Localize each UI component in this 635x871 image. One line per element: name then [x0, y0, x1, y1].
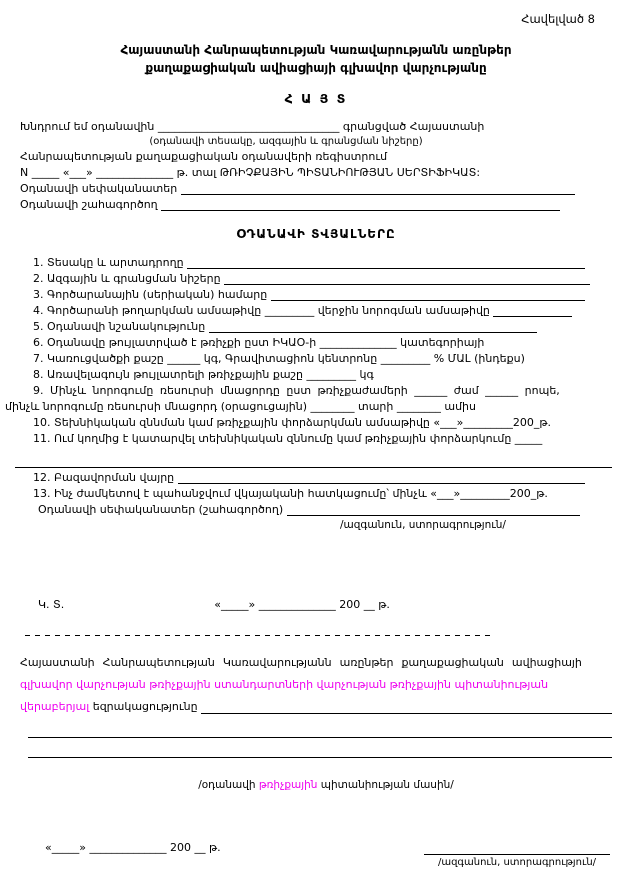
item-6 — [20, 335, 612, 351]
item-10 — [20, 415, 612, 431]
item-12 — [20, 470, 612, 486]
conclusion-line3 — [20, 696, 612, 718]
item-4-blank-line — [493, 303, 572, 317]
item-12-blank-line — [178, 470, 585, 484]
item-11 — [20, 431, 612, 447]
conclusion-blank-line-2 — [28, 738, 612, 758]
request-suffix: գրանցված Հայաստանի — [339, 120, 485, 133]
item-5-label: 5. Օդանավի նշանակությունը — [33, 320, 209, 333]
footer-signature-note: /ազգանուն, ստորագրություն/ — [437, 857, 597, 868]
conclusion-caption — [20, 763, 612, 808]
form-title: Հ Ա Յ Տ — [284, 91, 348, 106]
item-9-line2 — [5, 399, 612, 415]
item-8 — [20, 367, 612, 383]
caption-magenta: թռիչքային — [258, 779, 318, 791]
owner-line — [20, 181, 612, 197]
conclusion-line2: գլխավոր վարչության թռիչքային ստանդարտների վարչության թռիչքային պիտանիության — [20, 678, 549, 691]
item-5 — [20, 319, 612, 335]
conclusion-line3-magenta: վերաբերյալ — [20, 700, 90, 713]
aircraft-type-note: (օդանավի տեսակը, ազգային և գրանցման նիշերը) — [149, 136, 423, 147]
operator-label: Օդանավի շահագործող — [20, 198, 162, 211]
item-5-blank-line — [209, 319, 537, 333]
registry-text: Հանրապետության քաղաքացիական օդանավերի ռեգիստրում — [20, 150, 388, 163]
item-7 — [20, 351, 612, 367]
conclusion-blank-line-0 — [201, 696, 612, 714]
item-9-continuation: մինչև նորոգումը ռեսուրսի մնացորդ (օրացուցային) ________ տարի ________ ամիս — [5, 400, 476, 413]
owner-operator-blank-line — [287, 502, 580, 516]
request-line — [20, 119, 612, 135]
seal-date-line: «_____» ______________ 200 __ թ. — [214, 598, 390, 611]
caption-post: պիտանիության մասին/ — [317, 779, 454, 791]
item-1-blank-line — [187, 255, 585, 269]
signature-note-mid: /ազգանուն, ստորագրություն/ — [340, 519, 506, 531]
item-13-label: 13. Ինչ ժամկետով է պահանջվում վկայականի հատկացումը՝ մինչև «___»_________200_թ. — [33, 487, 548, 500]
owner-blank-line — [181, 181, 575, 195]
blank-underline — [15, 454, 612, 468]
owner-operator-signature-line — [20, 502, 612, 518]
request-blank: _________________________________ — [157, 120, 340, 133]
request-prefix: Խնդրում եմ օդանավին — [20, 120, 158, 133]
item-1-label: 1. Տեսակը և արտադրողը — [33, 256, 188, 269]
item-2-blank-line — [224, 271, 590, 285]
item-3-blank-line — [271, 287, 585, 301]
item-4-label: 4. Գործարանի թողարկման ամսաթիվը _________ վերջին նորոգման ամսաթիվը — [33, 304, 494, 317]
item-6-label: 6. Օդանավը թույլատրված է թռիչքի ըստ ԻԿԱՕ-ի ______________ կատեգորիայի — [33, 336, 485, 349]
footer-signature-blank-line — [424, 840, 610, 855]
registry-line — [20, 149, 612, 165]
item-2 — [20, 271, 612, 287]
appendix-label: Հավելված 8 — [521, 12, 595, 26]
operator-line — [20, 197, 612, 213]
item-3-label: 3. Գործարանային (սերիական) համարը — [33, 288, 271, 301]
operator-blank-line — [161, 197, 560, 211]
conclusion-line1: Հայաստանի Հանրապետության Կառավարությանն առընթեր քաղաքացիական ավիացիայի — [20, 656, 582, 669]
item-3 — [20, 287, 612, 303]
item-2-label: 2. Ազգային և գրանցման նիշերը — [33, 272, 225, 285]
item-4 — [20, 303, 612, 319]
owner-label: Օդանավի սեփականատեր — [20, 182, 181, 195]
dashed-separator — [25, 634, 493, 636]
item-8-label: 8. Առավելագույն թույլատրելի թռիչքային քաշը _________ կգ — [33, 368, 374, 381]
conclusion-blank-line-1 — [28, 718, 612, 738]
item-9-label: 9. Մինչև նորոգումը ռեսուրսի մնացորդը ըստ թռիչքաժամերի ______ ժամ ______ րոպե, — [33, 384, 560, 397]
footer-signature-block — [424, 840, 610, 871]
item-11-label: 11. Ում կողմից է կատարվել տեխնիկական զննումը կամ թռիչքային փորձարկումը _____ — [33, 432, 543, 445]
seal-place-label: Կ. Տ. — [38, 598, 65, 611]
item-1 — [20, 255, 612, 271]
certificate-line — [20, 165, 612, 181]
document-title-line2: քաղաքացիական ավիացիայի գլխավոր վարչությանը — [145, 61, 487, 75]
caption-pre: /օդանավի — [198, 779, 259, 791]
item-12-label: 12. Բազավորման վայրը — [33, 471, 178, 484]
item-13 — [20, 486, 612, 502]
owner-operator-label: Օդանավի սեփականատեր (շահագործող) — [38, 503, 287, 516]
section-heading: ՕԴԱՆԱՎԻ ՏՎՅԱԼՆԵՐԸ — [236, 227, 396, 241]
item-10-label: 10. Տեխնիկական զննման կամ թռիչքային փորձարկման ամսաթիվը «___»_________200_թ. — [33, 416, 551, 429]
item-7-label: 7. Կառուցվածքի քաշը ______ կգ, Գրավիտացիոն կենտրոնը _________ % ՄԱԼ (ինդեքս) — [33, 352, 525, 365]
seal-row — [20, 597, 612, 613]
item-9-line1 — [20, 383, 612, 399]
document-title-line1: Հայաստանի Հանրապետության Կառավարությանն առընթեր — [120, 43, 512, 57]
certificate-text: N _____ «___» ______________ թ. տալ ԹՌԻՉՔԱՅԻՆ ՊԻՏԱՆԻՈՒԹՅԱՆ ՍԵՐՏԻՖԻԿԱՏ: — [20, 166, 481, 179]
conclusion-line3-black: եզրակացությունը — [89, 700, 202, 713]
conclusion-block — [20, 652, 612, 808]
item-11-blank-line — [15, 454, 612, 470]
footer-date-line: «_____» ______________ 200 __ թ. — [45, 841, 221, 854]
footer-row — [20, 840, 612, 871]
